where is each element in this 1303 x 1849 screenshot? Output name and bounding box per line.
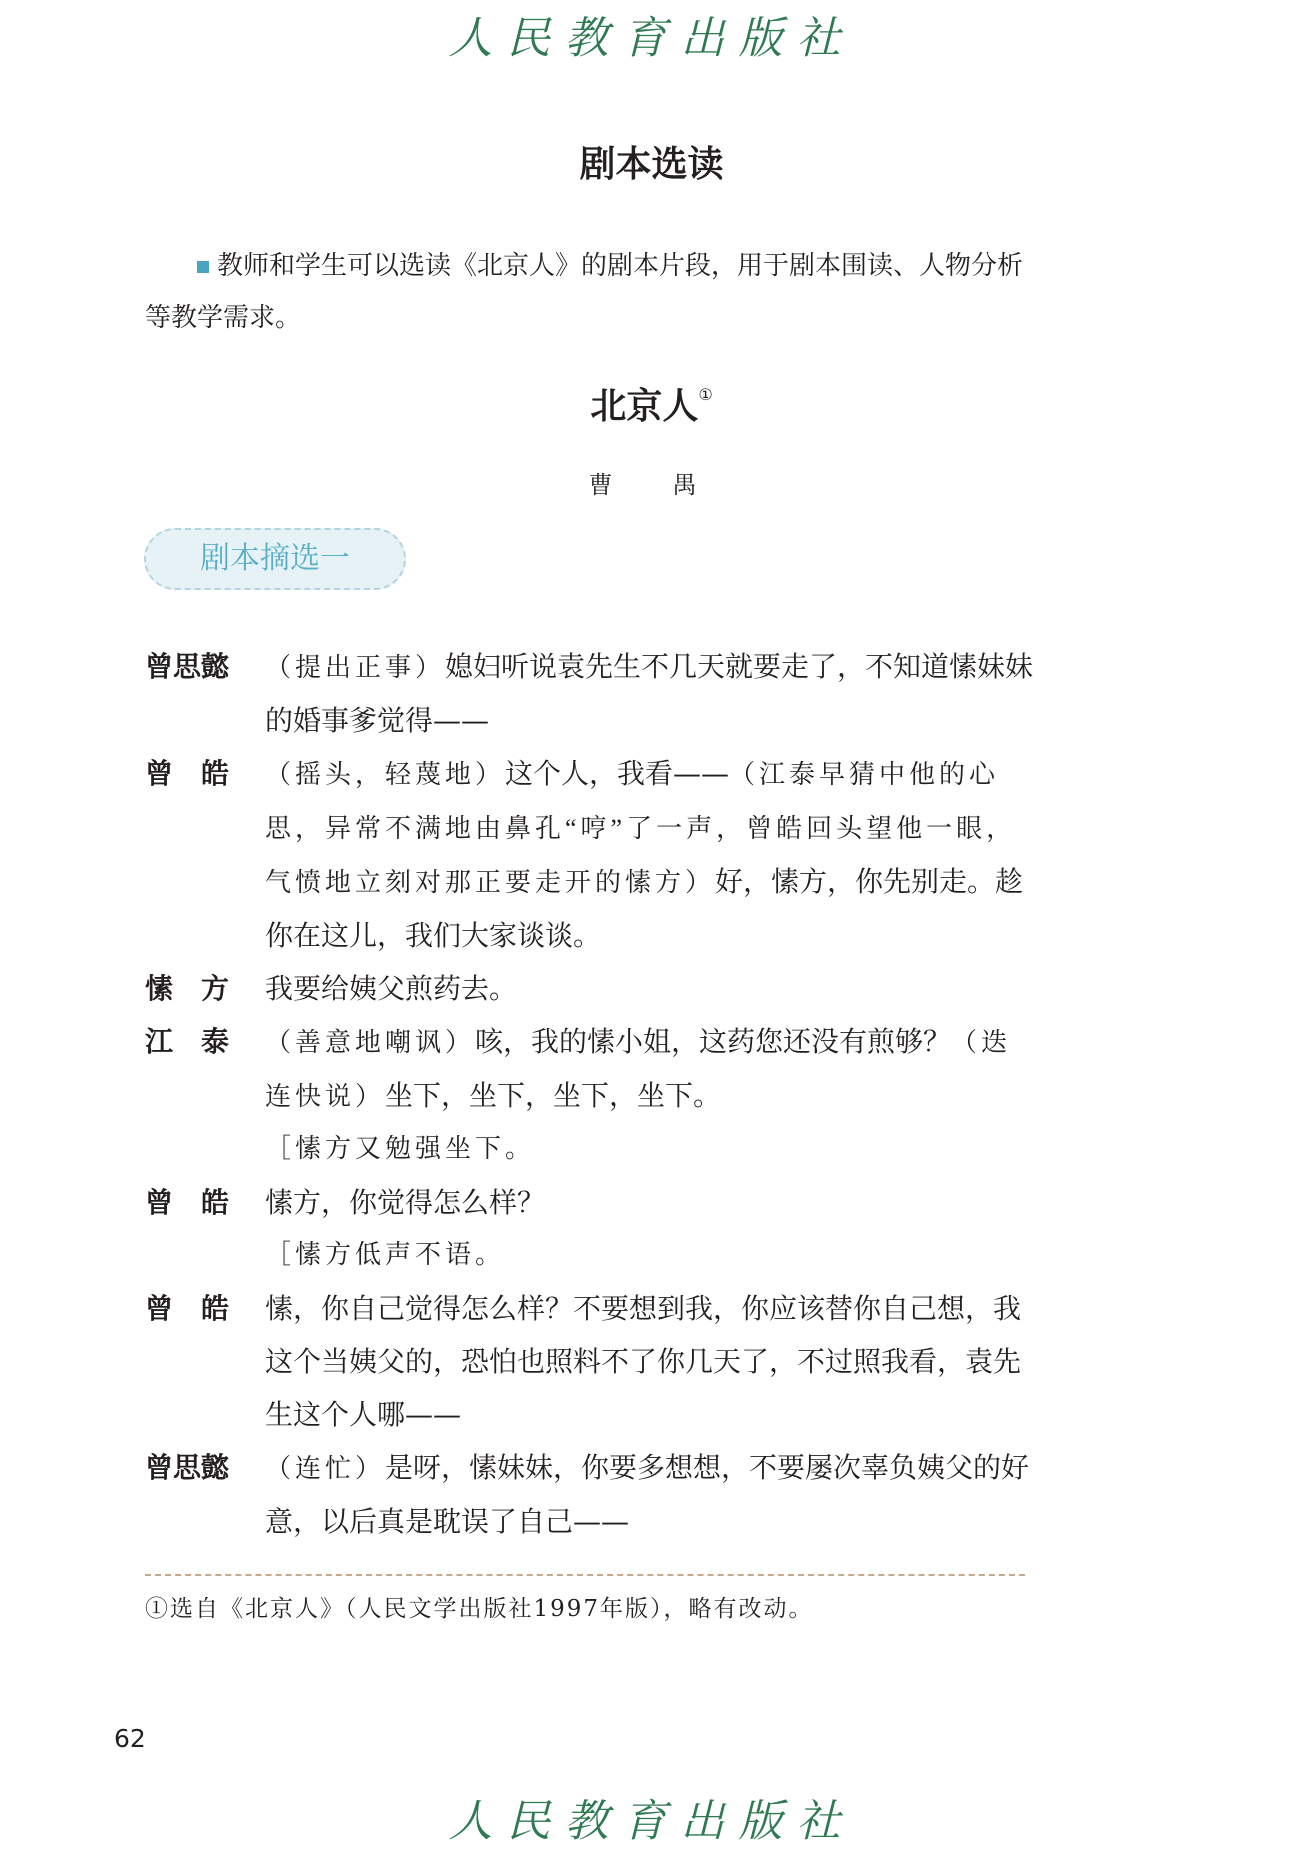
speaker-name: 曾 皓 [145, 1186, 230, 1219]
intro-paragraph [145, 240, 1035, 344]
speech-block [265, 747, 1035, 962]
speech-block [265, 962, 1035, 1015]
author-name: 曹 禺 [588, 471, 715, 499]
dialogue-text: 咳，我的愫小姐，这药您还没有煎够？ [475, 1025, 952, 1058]
speech-block [265, 1441, 1035, 1548]
footnote-divider [145, 1574, 1025, 1576]
script-excerpt [145, 640, 1035, 1548]
stage-note: ［愫方又勉强坐下。 [265, 1134, 536, 1164]
script-line [145, 1282, 1035, 1441]
speaker-name: 曾思懿 [145, 650, 230, 683]
script-line [145, 1176, 1035, 1229]
dialogue-text: 愫，你自己觉得怎么样？不要想到我，你应该替你自己想，我这个当姨父的，恐怕也照料不了你几天了，不过照我看，袁先生这个人哪—— [265, 1292, 1022, 1431]
speech-block [265, 1176, 1035, 1229]
stage-direction: （连忙） [265, 1454, 386, 1483]
script-line [145, 1015, 1035, 1123]
stage-note: ［愫方低声不语。 [265, 1240, 506, 1270]
stage-direction: （江泰早猜中他的心思，异常不满地由鼻孔“哼”了一声，曾皓回头望他一眼，气愤地立刻对那正要走开的愫方） [265, 760, 1017, 897]
footnote-mark: ① [698, 385, 713, 404]
footnote: ①选自《北京人》（人民文学出版社1997年版），略有改动。 [145, 1596, 814, 1622]
dialogue-text: 坐下，坐下，坐下，坐下。 [385, 1079, 722, 1112]
dialogue-text: 我要给姨父煎药去。 [265, 972, 518, 1005]
speaker-name: 曾思懿 [145, 1451, 230, 1484]
speaker-name: 曾 皓 [145, 757, 230, 790]
work-title-text: 北京人 [590, 386, 699, 427]
dialogue-text: 好，愫方，你先别走。趁你在这儿，我们大家谈谈。 [265, 865, 1024, 952]
speech-block [265, 640, 1035, 747]
publisher-logo-bottom: 人民教育出版社 [448, 1796, 855, 1847]
speaker-name: 愫 方 [145, 972, 230, 1005]
speech-block [265, 1282, 1035, 1441]
page-number: 62 [114, 1724, 146, 1753]
stage-direction: （善意地嘲讽） [265, 1028, 476, 1057]
intro-text: 教师和学生可以选读《北京人》的剧本片段，用于剧本围读、人物分析等教学需求。 [145, 251, 1024, 333]
dialogue-text: 是呀，愫妹妹，你要多想想，不要屡次辜负姨父的好意，以后真是耽误了自己—— [265, 1451, 1030, 1538]
stage-direction: （摇头，轻蔑地） [265, 760, 506, 789]
square-bullet-icon [197, 261, 209, 273]
script-line [145, 962, 1035, 1015]
stage-direction: （提出正事） [265, 653, 446, 682]
excerpt-label-badge: 剧本摘选一 [144, 528, 406, 590]
speech-block [265, 1015, 1035, 1123]
dialogue-text: 愫方，你觉得怎么样？ [265, 1186, 546, 1219]
publisher-logo-top: 人民教育出版社 [448, 13, 855, 64]
script-line [145, 640, 1035, 747]
script-line [145, 1441, 1035, 1548]
section-title: 剧本选读 [579, 144, 724, 185]
speaker-name: 曾 皓 [145, 1292, 230, 1325]
speaker-name: 江 泰 [145, 1025, 230, 1058]
dialogue-text: 这个人，我看—— [505, 757, 730, 790]
stage-direction: （迭连快说） [265, 1028, 1012, 1111]
dialogue-text: 媳妇听说袁先生不几天就要走了，不知道愫妹妹的婚事爹觉得—— [265, 650, 1034, 737]
script-line [145, 747, 1035, 962]
work-title [0, 378, 1303, 429]
